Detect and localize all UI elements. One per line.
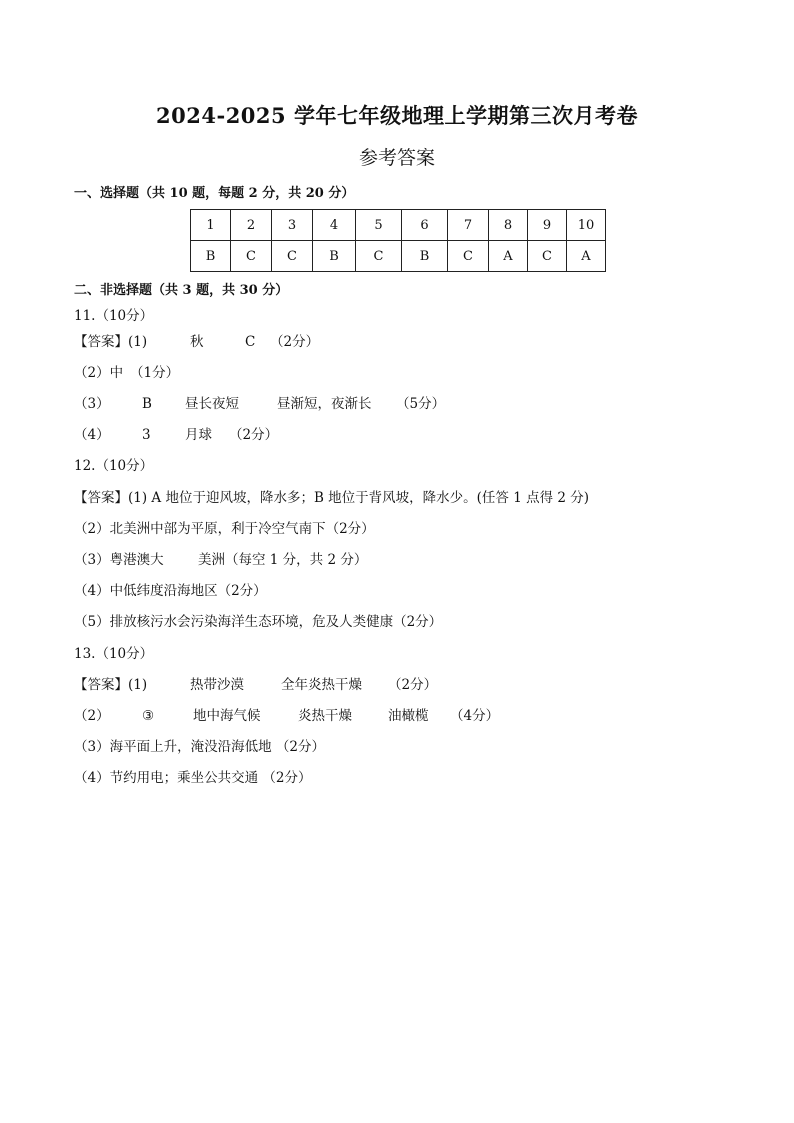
table-cell-number: 2 [231,210,272,241]
table-cell-answer: C [231,241,272,272]
q11-answer-line-4 [74,426,278,444]
table-cell-number: 1 [191,210,231,241]
q12-answer-line-2: （2）北美洲中部为平原，利于冷空气南下（2分） [74,521,375,537]
table-cell-number: 9 [528,210,567,241]
table-cell-number: 6 [402,210,448,241]
q11-answer-line-3 [74,395,445,413]
score-note: （2分） [270,334,320,350]
section-2-heading: 二、非选择题（共 3 题，共 30 分） [74,283,289,298]
table-cell-number: 4 [313,210,356,241]
q13-answer-line-1 [74,676,437,694]
answer-label: 【答案】(1) [74,334,148,350]
table-cell-answer: B [402,241,448,272]
q12-answer-line-4: （4）中低纬度沿海地区（2分） [74,583,267,599]
answer-label: 【答案】(1) [74,677,148,693]
table-cell-answer: C [272,241,313,272]
q13-answer-line-2 [74,707,499,725]
table-cell-answer: A [489,241,528,272]
answer-table-number-row [191,210,606,241]
table-cell-answer: C [356,241,402,272]
page-title: 2024-2025 学年七年级地理上学期第三次月考卷 [156,103,638,128]
answer-table-answer-row [191,241,606,272]
table-cell-answer: C [448,241,489,272]
section-1-heading: 一、选择题（共 10 题，每题 2 分，共 20 分） [74,186,355,201]
table-cell-number: 10 [567,210,606,241]
answer-table [190,209,606,272]
answer-text: ③ [142,708,155,724]
score-note: （4分） [450,708,500,724]
table-cell-number: 7 [448,210,489,241]
q12-answer-line-1: 【答案】(1) A 地位于迎风坡，降水多；B 地位于背风坡，降水少。(任答 1 点得 2 分) [74,490,590,506]
answer-text: 月球 [185,427,212,443]
answer-text: 炎热干燥 [298,708,352,724]
answer-text: （2）中 [74,365,124,381]
table-cell-answer: B [313,241,356,272]
answer-text: 昼长夜短 [185,396,239,412]
answer-text: 昼渐短，夜渐长 [277,396,372,412]
answer-text: 地中海气候 [193,708,261,724]
score-note: （2分） [388,677,438,693]
q13-answer-line-4: （4）节约用电；乘坐公共交通 （2分） [74,770,312,786]
q11-answer-line-1 [74,333,319,351]
table-cell-answer: C [528,241,567,272]
answer-text: 3 [142,427,151,443]
answer-text: 热带沙漠 [190,677,244,693]
q12-header: 12.（10分） [74,458,154,474]
q13-header: 13.（10分） [74,646,154,662]
q11-answer-line-2 [74,364,179,382]
answer-text: 美洲（每空 1 分，共 2 分） [198,552,368,568]
answer-label: （3） [74,396,110,412]
table-cell-number: 8 [489,210,528,241]
table-cell-answer: B [191,241,231,272]
q12-answer-line-3 [74,551,367,569]
answer-text: 油橄榄 [388,708,429,724]
score-note: （2分） [229,427,279,443]
answer-label: （4） [74,427,110,443]
score-note: （5分） [396,396,446,412]
q13-answer-line-3: （3）海平面上升，淹没沿海低地 （2分） [74,739,325,755]
answer-label: （2） [74,708,110,724]
q11-header: 11.（10分） [74,308,154,324]
table-cell-number: 3 [272,210,313,241]
answer-text: C [245,334,256,350]
answer-text: （3）粤港澳大 [74,552,164,568]
score-note: （1分） [130,365,180,381]
table-cell-number: 5 [356,210,402,241]
table-cell-answer: A [567,241,606,272]
q12-answer-line-5: （5）排放核污水会污染海洋生态环境，危及人类健康（2分） [74,614,443,630]
answer-text: 全年炎热干燥 [281,677,362,693]
answer-text: B [142,396,152,412]
page-subtitle: 参考答案 [358,147,435,169]
answer-text: 秋 [190,334,204,350]
